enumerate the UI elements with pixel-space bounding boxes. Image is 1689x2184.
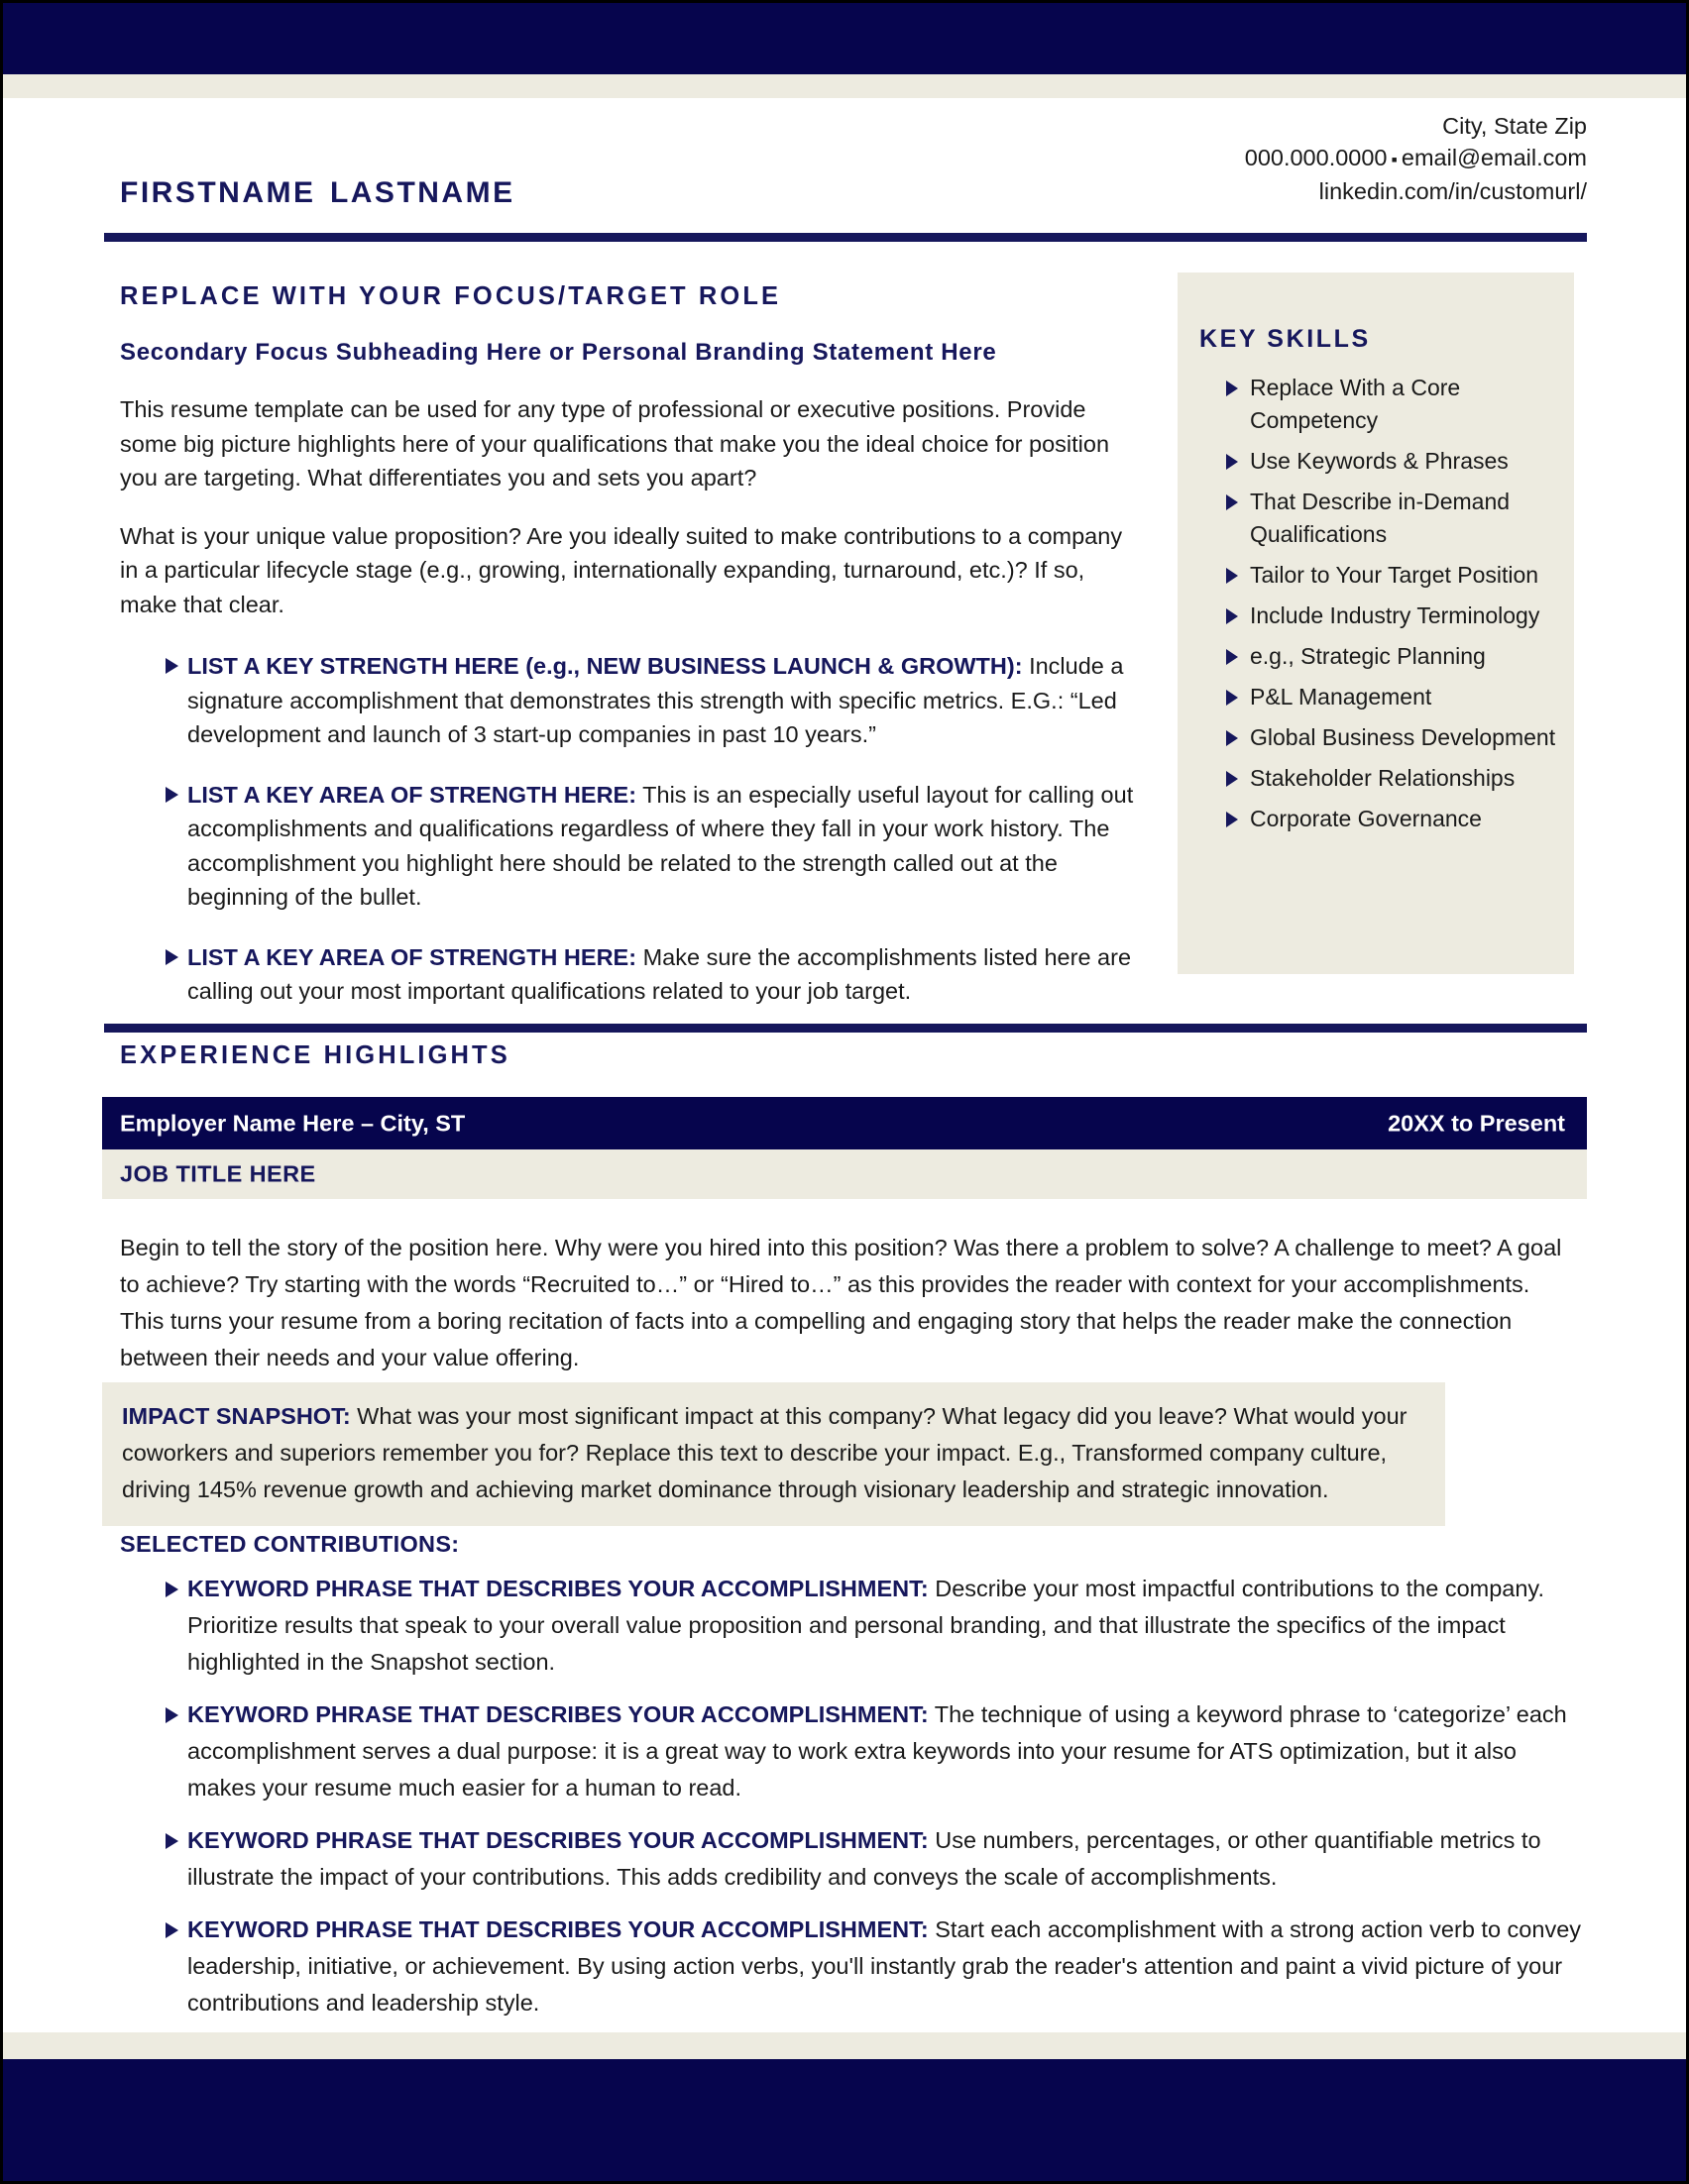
- summary-paragraph-2: What is your unique value proposition? Are you ideally suited to make contributions to a company in a particular lifecycle stage (e.g., growing, internationally expanding, turnaround, etc.)? If so, make that clear.: [120, 522, 1123, 617]
- skill-label: Stakeholder Relationships: [1250, 765, 1516, 791]
- contact-block: [1245, 110, 1587, 207]
- triangle-bullet-icon: [1226, 568, 1238, 584]
- triangle-bullet-icon: [1226, 494, 1238, 510]
- key-skills-list: [1178, 372, 1574, 843]
- strength-lead: LIST A KEY AREA OF STRENGTH HERE:: [187, 943, 637, 970]
- employer-bar: [102, 1097, 1587, 1149]
- key-skills-panel: [1178, 273, 1574, 974]
- contribution-lead: KEYWORD PHRASE THAT DESCRIBES YOUR ACCOMPLISHMENT:: [187, 1827, 929, 1853]
- list-item: [1178, 721, 1574, 754]
- contribution-text: Describe your most impactful contributions to the company. Prioritize results that speak to your overall value proposition and personal branding, and that illustrate the specifics of the impact highlighted in the Snapshot section.: [187, 1576, 1544, 1675]
- list-item: [1178, 600, 1574, 632]
- list-item: [1178, 445, 1574, 478]
- list-item: [1178, 559, 1574, 592]
- summary-paragraph-1: This resume template can be used for any type of professional or executive positions. Provide some big picture highlights here of your qualifications that make you the ideal choice for position you are targeting. What differentiates you and sets you apart?: [120, 396, 1110, 491]
- triangle-bullet-icon: [166, 1833, 178, 1849]
- skill-label: P&L Management: [1250, 684, 1432, 710]
- triangle-bullet-icon: [166, 1582, 178, 1597]
- header-divider-rule: [104, 233, 1587, 242]
- strength-bullet-list: [120, 649, 1141, 1009]
- contribution-lead: KEYWORD PHRASE THAT DESCRIBES YOUR ACCOMPLISHMENT:: [187, 1916, 929, 1942]
- list-item: [1178, 681, 1574, 713]
- bottom-cream-band: [3, 2032, 1686, 2059]
- strength-text: This is an especially useful layout for calling out accomplishments and qualifications regardless of where they fall in your work history. The accomplishment you highlight here should be related to the strength called out at the beginning of the bullet.: [187, 781, 1134, 910]
- triangle-bullet-icon: [166, 658, 178, 674]
- skill-label: Use Keywords & Phrases: [1250, 448, 1509, 474]
- list-item: [1178, 486, 1574, 551]
- focus-target-role-heading: REPLACE WITH YOUR FOCUS/TARGET ROLE: [120, 282, 782, 310]
- contact-separator: ▪: [1391, 149, 1398, 169]
- list-item: [120, 649, 1141, 752]
- list-item: [1178, 803, 1574, 835]
- list-item: [120, 1571, 1587, 1681]
- strength-lead: LIST A KEY STRENGTH HERE (e.g., NEW BUSINESS LAUNCH & GROWTH):: [187, 653, 1023, 679]
- employer-name: Employer Name Here – City, ST: [120, 1110, 466, 1136]
- summary-column: [120, 282, 1141, 1035]
- job-title: JOB TITLE HERE: [120, 1160, 316, 1187]
- contact-phone-email: [1245, 142, 1587, 175]
- list-item: [120, 1911, 1587, 2021]
- triangle-bullet-icon: [166, 787, 178, 803]
- experience-divider-rule: [104, 1024, 1587, 1033]
- skill-label: Global Business Development: [1250, 724, 1556, 750]
- job-title-bar: [102, 1149, 1587, 1199]
- triangle-bullet-icon: [166, 1922, 178, 1938]
- triangle-bullet-icon: [1226, 454, 1238, 470]
- list-item: [120, 940, 1141, 1009]
- contribution-lead: KEYWORD PHRASE THAT DESCRIBES YOUR ACCOMPLISHMENT:: [187, 1701, 929, 1727]
- contribution-text: Use numbers, percentages, or other quantifiable metrics to illustrate the impact of your contributions. This adds credibility and conveys the scale of accomplishments.: [187, 1827, 1541, 1890]
- skill-label: Replace With a Core Competency: [1250, 375, 1461, 433]
- strength-lead: LIST A KEY AREA OF STRENGTH HERE:: [187, 781, 637, 808]
- triangle-bullet-icon: [1226, 730, 1238, 746]
- contact-phone: 000.000.0000: [1244, 145, 1388, 170]
- contribution-text: The technique of using a keyword phrase to ‘categorize’ each accomplishment serves a dual purpose: it is a great way to work extra keywords into your resume for ATS optimization, but it also makes your resume much easier for a human to read.: [187, 1701, 1567, 1801]
- list-item: [1178, 372, 1574, 437]
- list-item: [120, 1822, 1587, 1896]
- contact-location: City, State Zip: [1442, 113, 1587, 139]
- skill-label: That Describe in-Demand Qualifications: [1250, 489, 1511, 547]
- contact-linkedin[interactable]: linkedin.com/in/customurl/: [1318, 177, 1587, 204]
- triangle-bullet-icon: [1226, 381, 1238, 396]
- bottom-navy-band: [3, 2059, 1686, 2181]
- strength-text: Make sure the accomplishments listed here are calling out your most important qualifications related to your job target.: [187, 943, 1132, 1004]
- contribution-text: Start each accomplishment with a strong action verb to convey leadership, initiative, or achievement. By using action verbs, you'll instantly grab the reader's attention and paint a vivid picture of your contributions and leadership style.: [187, 1916, 1582, 2016]
- employment-dates: 20XX to Present: [1388, 1110, 1565, 1136]
- resume-header: [102, 110, 1587, 221]
- list-item: [120, 778, 1141, 915]
- list-item: [120, 1696, 1587, 1806]
- triangle-bullet-icon: [166, 949, 178, 965]
- strength-text: Include a signature accomplishment that demonstrates this strength with specific metrics. E.G.: “Led development and launch of 3 start-up companies in past 10 years.”: [187, 653, 1124, 747]
- top-cream-band: [3, 74, 1686, 98]
- key-skills-title: KEY SKILLS: [1199, 325, 1371, 353]
- skill-label: Include Industry Terminology: [1250, 602, 1540, 628]
- secondary-focus-subheading: Secondary Focus Subheading Here or Personal Branding Statement Here: [120, 339, 997, 366]
- triangle-bullet-icon: [1226, 690, 1238, 706]
- list-item: [1178, 762, 1574, 795]
- contributions-list: [120, 1571, 1587, 2037]
- triangle-bullet-icon: [1226, 608, 1238, 624]
- skill-label: Corporate Governance: [1250, 806, 1482, 831]
- triangle-bullet-icon: [1226, 812, 1238, 827]
- experience-section-title: EXPERIENCE HIGHLIGHTS: [120, 1041, 510, 1069]
- contribution-lead: KEYWORD PHRASE THAT DESCRIBES YOUR ACCOMPLISHMENT:: [187, 1576, 929, 1601]
- selected-contributions-label: SELECTED CONTRIBUTIONS:: [120, 1531, 460, 1557]
- candidate-name: firstname lastname: [120, 164, 515, 212]
- contact-email: email@email.com: [1401, 145, 1587, 170]
- impact-snapshot-box: [102, 1382, 1445, 1526]
- impact-snapshot-text: What was your most significant impact at this company? What legacy did you leave? What would your coworkers and superiors remember you for? Replace this text to describe your impact. E.g., Transformed company culture, driving 145% revenue growth and achieving market dominance through visionary leadership and strategic innovation.: [122, 1403, 1408, 1502]
- impact-snapshot-label: IMPACT SNAPSHOT:: [122, 1403, 351, 1429]
- triangle-bullet-icon: [1226, 771, 1238, 787]
- skill-label: Tailor to Your Target Position: [1250, 562, 1539, 588]
- skill-label: e.g., Strategic Planning: [1250, 643, 1486, 669]
- top-navy-band: [3, 3, 1686, 74]
- list-item: [1178, 640, 1574, 673]
- job-description: Begin to tell the story of the position here. Why were you hired into this position? Was there a problem to solve? A challenge to meet? A goal to achieve? Try starting with the words “Recruited to…” or “Hired to…” as this provides the reader with context for your accomplishments. This turns your resume from a boring recitation of facts into a compelling and engaging story that helps the reader make the connection between their needs and your value offering.: [120, 1235, 1562, 1370]
- triangle-bullet-icon: [1226, 649, 1238, 665]
- triangle-bullet-icon: [166, 1707, 178, 1723]
